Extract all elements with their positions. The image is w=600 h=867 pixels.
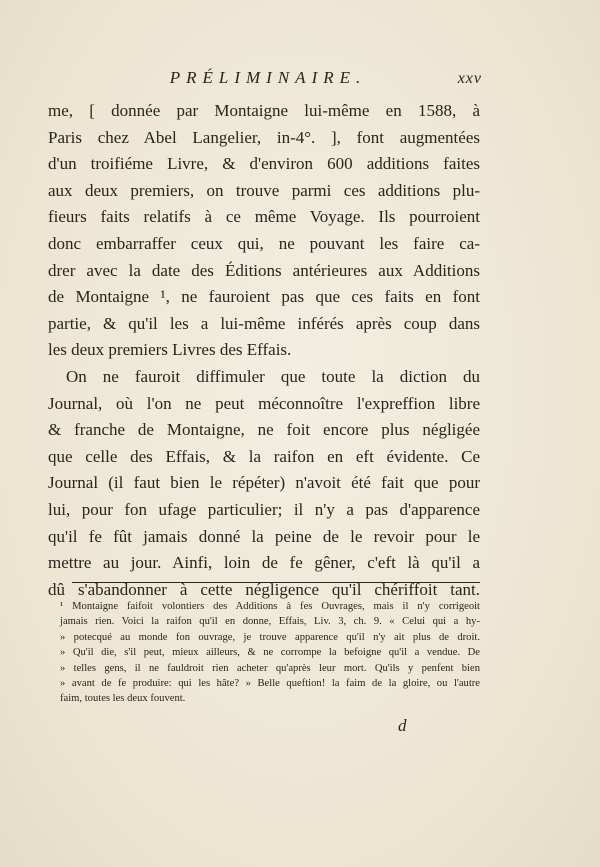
text-line: drer avec la date des Éditions antérieures aux Additions xyxy=(48,260,480,280)
footnotes xyxy=(60,599,480,707)
text-line: Paris chez Abel Langelier, in-4°. ], font augmentées xyxy=(48,127,480,147)
text-line: partie, & qu'il les a lui-même inférés après coup dans xyxy=(48,313,480,333)
text-line: mettre au jour. Ainfi, loin de fe gêner, c'eft là qu'il a xyxy=(48,553,480,573)
text-line: donc embarraffer ceux qui, ne pouvant les faire ca- xyxy=(48,233,480,253)
text-line: de Montaigne ¹, ne fauroient pas que ces faits en font xyxy=(48,287,480,307)
footnote-line: » avant de fe produire: qui les hâte? » Belle queftion! la faim de la gloire, ou l'autre xyxy=(60,677,480,689)
text-line: d'un troifiéme Livre, & d'environ 600 additions faites xyxy=(48,154,480,174)
text-line: me, [ donnée par Montaigne lui-même en 1588, à xyxy=(48,101,480,120)
text-line: fieurs faits relatifs à ce même Voyage. Ils pourroient xyxy=(48,207,480,227)
text-line: Journal (il faut bien le répéter) n'avoit été fait que pour xyxy=(48,473,480,493)
text-line: dû s'abandonner à cette négligence qu'il chériffoit tant. xyxy=(48,579,480,599)
footnote-line: ¹ Montaigne faifoit volontiers des Additions à fes Ouvrages, mais il n'y corrigeoit xyxy=(60,601,480,612)
footnote-line: jamais rien. Voici la raifon qu'il en donne, Effais, Liv. 3, ch. 9. « Celui qui a hy- xyxy=(60,616,480,628)
footnote-rule xyxy=(72,582,480,583)
paragraph-end-line: les deux premiers Livres des Effais. xyxy=(48,340,292,360)
footnote-line: » Qu'il die, s'il peut, mieux ailleurs, & ne corrompe la befoigne qu'il a vendue. De xyxy=(60,647,480,659)
text-line: & franche de Montaigne, ne foit encore plus négligée xyxy=(48,420,480,440)
running-title: PRÉLIMINAIRE. xyxy=(169,68,367,87)
footnote-line: » telles gens, il ne fauldroit rien acheter qu'après leur mort. Qu'ils y penfent bien xyxy=(60,662,480,674)
body-text xyxy=(48,98,480,603)
page-number: xxv xyxy=(457,70,482,87)
text-line: qu'il fe fût jamais donné la peine de le revoir pour le xyxy=(48,526,480,546)
paragraph-start-line: On ne fauroit diffimuler que toute la diction du xyxy=(66,366,480,386)
footnote-line: » potecqué au monde fon ouvrage, je trouve apparence qu'il n'y ait plus de droit. xyxy=(60,631,480,643)
text-line: que celle des Effais, & la raifon en eft évidente. Ce xyxy=(48,446,480,466)
text-line: lui, pour fon ufage particulier; il n'y a pas d'apparence xyxy=(48,499,480,519)
signature-mark: d xyxy=(398,716,407,735)
text-line: Journal, où l'on ne peut méconnoître l'expreffion libre xyxy=(48,393,480,413)
footnote-line: faim, toutes les deux fouvent. xyxy=(60,693,186,705)
text-line: aux deux premiers, on trouve parmi ces additions plu- xyxy=(48,180,480,200)
